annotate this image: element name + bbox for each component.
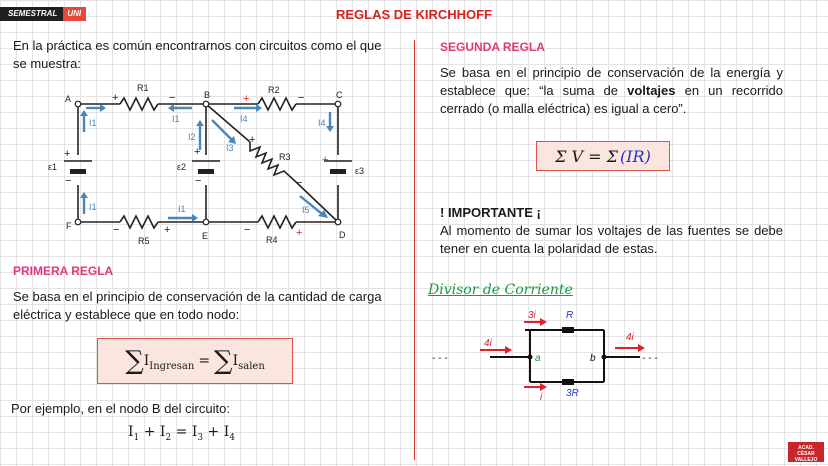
formula-nodes-box: ∑ I Ingresan = ∑ I salen <box>97 338 293 384</box>
sign-r1-minus: − <box>169 92 176 104</box>
sum-symbol-icon: ∑ <box>214 346 233 376</box>
divisor-corriente-title: Divisor de Corriente <box>428 282 573 298</box>
badge-semestral: SEMESTRAL <box>0 7 63 21</box>
current-i1-label-b: I1 <box>89 202 97 212</box>
formula-voltage-box: Σ V = Σ (IR) <box>536 141 670 171</box>
column-divider <box>414 40 415 460</box>
current-i3-label: I3 <box>226 143 234 153</box>
dash-right: - - - <box>642 353 658 364</box>
r5-label: R5 <box>138 236 150 246</box>
primera-regla-heading: PRIMERA REGLA <box>13 264 114 278</box>
sign-e1-plus: + <box>64 148 71 160</box>
sign-r3-plus: + <box>249 134 256 146</box>
example-text: Por ejemplo, en el nodo B del circuito: <box>11 401 230 416</box>
sign-r5-minus: − <box>113 224 120 236</box>
e2-label: ε2 <box>177 162 187 172</box>
current-i1-label-c: I1 <box>172 114 180 124</box>
sign-r4-minus: − <box>244 224 251 236</box>
current-i2-label: I2 <box>188 132 196 142</box>
label-r-top: R <box>566 310 574 321</box>
circuit-diagram <box>40 78 380 250</box>
sign-e1-minus: − <box>65 175 72 187</box>
intro-text: En la práctica es común encontrarnos con circuitos como el que se muestra: <box>13 38 382 71</box>
battery-e1-icon <box>64 161 92 174</box>
primera-regla-text: Se basa en el principio de conservación de la cantidad de carga eléctrica y establece que en todo nodo: <box>13 289 382 322</box>
sum-symbol-icon: ∑ <box>125 346 144 376</box>
label-i-bottom: i <box>540 392 543 400</box>
battery-e2-icon <box>192 161 220 174</box>
current-i4-label: I4 <box>240 114 248 124</box>
sign-r3-minus: − <box>296 177 303 189</box>
label-3r-bottom: 3R <box>566 388 579 399</box>
current-i5-label: I5 <box>302 205 310 215</box>
sign-e3-plus: + <box>322 154 329 166</box>
e1-label: ε1 <box>48 162 58 172</box>
node-e-label: E <box>202 231 209 241</box>
badge-uni: UNI <box>63 7 86 21</box>
sign-r2-plus: + <box>243 93 250 105</box>
segunda-regla-text: Se basa en el principio de conservación de la energía y establece que: “la suma de voltajes en un recorrido cerrado (o malla eléctrica) es igual a cero”. <box>440 65 783 116</box>
importante-heading: ! IMPORTANTE ¡ <box>440 205 541 220</box>
sign-r1-plus: + <box>112 92 119 104</box>
segunda-regla-heading: SEGUNDA REGLA <box>440 40 545 54</box>
current-i1-label-d: I1 <box>178 204 186 214</box>
node-d-label: D <box>339 230 346 240</box>
node-f-label: F <box>66 221 72 231</box>
node-b-label: B <box>204 90 211 100</box>
r2-label: R2 <box>268 85 280 95</box>
label-4i-left: 4i <box>484 338 492 349</box>
current-i1-label-a: I1 <box>89 118 97 128</box>
r4-label: R4 <box>266 235 278 245</box>
node-c-label: C <box>336 90 343 100</box>
sign-r5-plus: + <box>164 224 171 236</box>
current-divider-sketch <box>425 305 675 400</box>
label-3i-top: 3i <box>528 310 536 321</box>
r3-label: R3 <box>279 152 291 162</box>
r1-label: R1 <box>137 83 149 93</box>
importante-text: Al momento de sumar los voltajes de las fuentes se debe tener en cuenta la polaridad de estas. <box>440 223 783 256</box>
sub-salen: salen <box>238 360 265 372</box>
dash-left: - - - <box>432 353 448 364</box>
e3-label: ε3 <box>355 166 365 176</box>
sub-ingresan: Ingresan <box>149 360 195 372</box>
sign-r2-minus: − <box>298 92 305 104</box>
academy-logo: ACAD. CÉSAR VALLEJO <box>788 442 824 462</box>
label-4i-right: 4i <box>626 332 634 343</box>
page-title: REGLAS DE KIRCHHOFF <box>336 7 492 22</box>
node-b-equation: $I_1 + I_2 = I_3 + I_4$ <box>128 424 235 443</box>
sign-e2-plus: + <box>194 146 201 158</box>
sign-e2-minus: − <box>195 175 202 187</box>
sign-r4-plus: + <box>296 227 303 239</box>
label-node-a: a <box>535 353 541 364</box>
label-node-b: b <box>590 353 596 364</box>
node-a-label: A <box>65 94 72 104</box>
current-i4-label-b: I4 <box>318 118 326 128</box>
